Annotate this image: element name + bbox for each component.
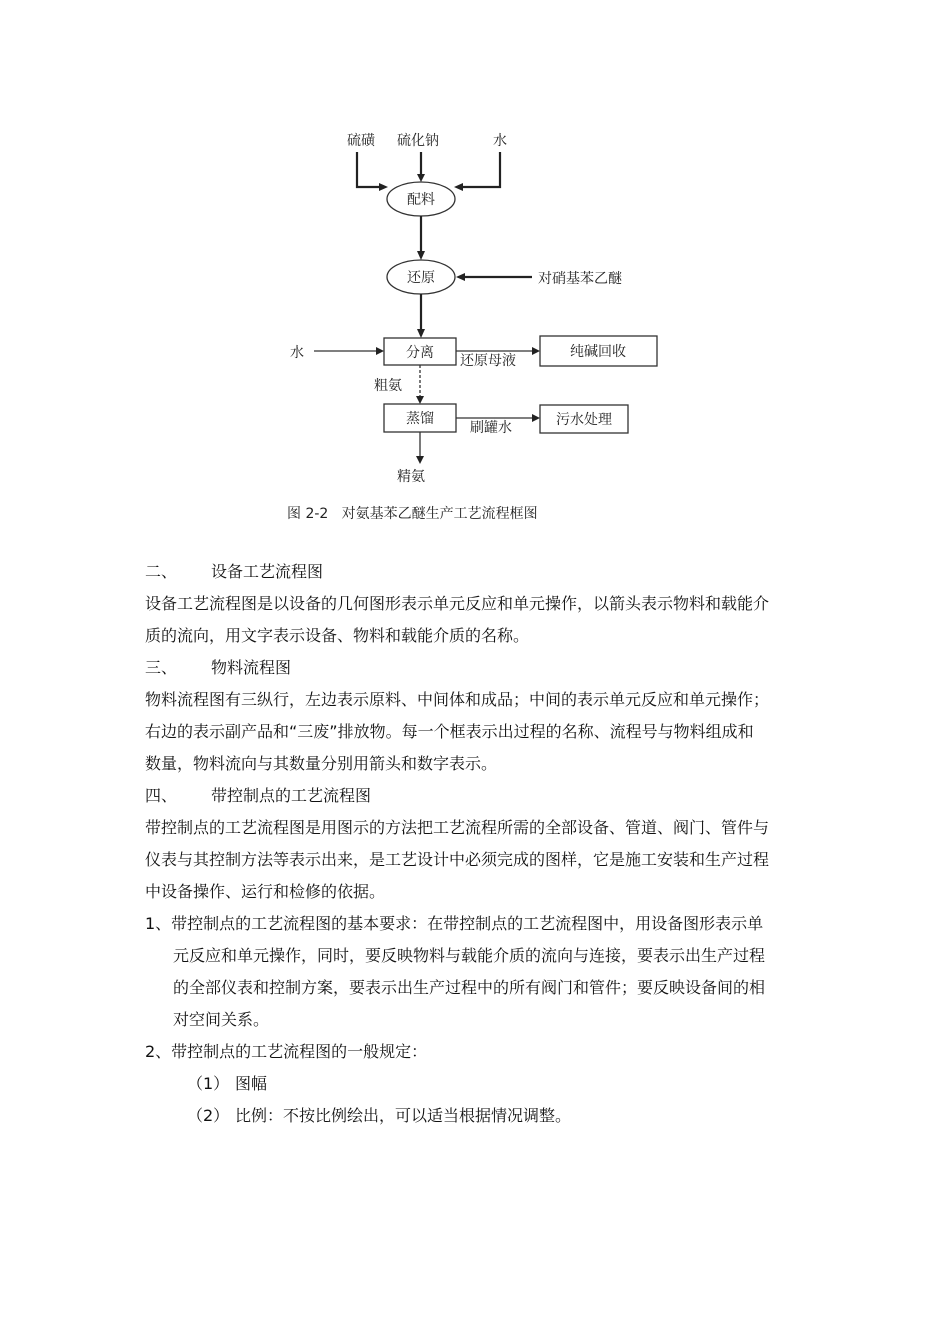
section-title: 带控制点的工艺流程图	[211, 786, 372, 805]
arrowhead	[532, 347, 540, 355]
section-number: 三、	[145, 658, 178, 677]
arrowhead	[532, 414, 540, 422]
list-item-1-line: 对空间关系。	[173, 1010, 270, 1029]
paragraph-line: 带控制点的工艺流程图是用图示的方法把工艺流程所需的全部设备、管道、阀门、管件与	[145, 818, 770, 837]
sub-item	[145, 1068, 815, 1100]
flow-line-water-top	[460, 152, 500, 187]
section-heading-2	[145, 556, 815, 588]
document-body	[145, 556, 815, 1132]
input-sodium-sulfide: 硫化钠	[397, 133, 439, 149]
label-wash-water: 刷罐水	[470, 420, 512, 436]
node-soda-recovery-label: 纯碱回收	[570, 344, 626, 360]
node-wastewater-label: 污水处理	[556, 412, 612, 428]
input-water-top: 水	[493, 133, 507, 149]
section-title: 设备工艺流程图	[211, 562, 324, 581]
arrowhead	[376, 347, 384, 355]
input-nitro-ether: 对硝基苯乙醚	[538, 271, 622, 287]
paragraph-line: 设备工艺流程图是以设备的几何图形表示单元反应和单元操作，以箭头表示物料和载能介	[145, 594, 770, 613]
sub-item	[145, 1100, 815, 1132]
sub-item-number: （1）	[187, 1074, 230, 1093]
arrowhead	[416, 456, 424, 464]
list-item-2: 2、带控制点的工艺流程图的一般规定：	[145, 1042, 428, 1061]
paragraph-line: 物料流程图有三纵行，左边表示原料、中间体和成品；中间的表示单元反应和单元操作；	[145, 690, 770, 709]
list-item-1-line: 1、带控制点的工艺流程图的基本要求：在带控制点的工艺流程图中，用设备图形表示单	[145, 914, 764, 933]
arrowhead	[456, 273, 465, 281]
section-heading-3	[145, 652, 815, 684]
arrowhead	[416, 396, 424, 404]
process-flow-diagram	[0, 0, 950, 540]
diagram-caption: 图 2-2 对氨基苯乙醚生产工艺流程框图	[287, 506, 538, 522]
sub-item-number: （2）	[187, 1106, 230, 1125]
sub-item-text: 比例：不按比例绘出，可以适当根据情况调整。	[235, 1106, 572, 1125]
section-number: 二、	[145, 562, 178, 581]
section-title: 物料流程图	[211, 658, 292, 677]
node-batching-label: 配料	[407, 192, 435, 208]
paragraph-line: 数量，物料流向与其数量分别用箭头和数字表示。	[145, 754, 498, 773]
arrowhead	[417, 174, 425, 182]
label-refined-amine: 精氨	[397, 469, 425, 485]
list-item-1-line: 的全部仪表和控制方案，要表示出生产过程中的所有阀门和管件；要反映设备间的相	[173, 978, 766, 997]
input-water-left: 水	[290, 345, 304, 361]
input-sulfur: 硫磺	[347, 133, 375, 149]
paragraph-line: 质的流向，用文字表示设备、物料和载能介质的名称。	[145, 626, 530, 645]
paragraph-line: 仪表与其控制方法等表示出来，是工艺设计中必须完成的图样，它是施工安装和生产过程	[145, 850, 770, 869]
arrowhead	[454, 183, 463, 191]
node-distillation-label: 蒸馏	[406, 411, 434, 427]
section-heading-4	[145, 780, 815, 812]
flow-line-sulfur	[357, 152, 382, 187]
label-crude-amine: 粗氨	[374, 378, 402, 394]
sub-item-text: 图幅	[235, 1074, 268, 1093]
arrowhead	[417, 251, 425, 260]
arrowhead	[379, 183, 388, 191]
arrowhead	[417, 329, 425, 338]
paragraph-line: 右边的表示副产品和“三废”排放物。每一个框表示出过程的名称、流程号与物料组成和	[145, 722, 754, 741]
list-item-1-line: 元反应和单元操作，同时，要反映物料与载能介质的流向与连接，要表示出生产过程	[173, 946, 766, 965]
section-number: 四、	[145, 786, 178, 805]
paragraph-line: 中设备操作、运行和检修的依据。	[145, 882, 386, 901]
node-reduction-label: 还原	[407, 270, 435, 286]
node-separation-label: 分离	[406, 345, 434, 361]
label-mother-liquor: 还原母液	[460, 353, 516, 369]
